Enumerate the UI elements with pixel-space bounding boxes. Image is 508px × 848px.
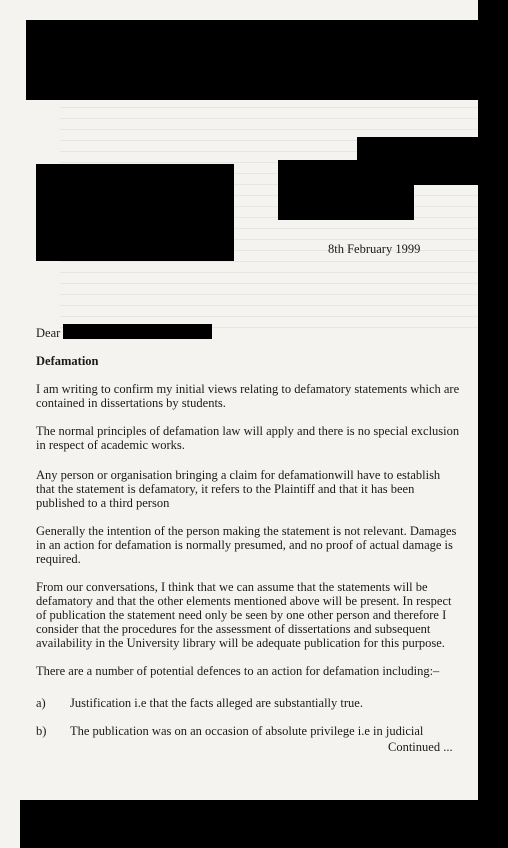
continued-note: Continued ...	[388, 740, 453, 754]
redacted-letterhead	[26, 20, 478, 100]
defence-a-text: Justification i.e that the facts alleged are substantially true.	[70, 696, 363, 710]
redacted-footer	[20, 800, 488, 848]
defence-b-marker: b)	[36, 724, 47, 738]
redacted-address	[36, 164, 234, 261]
letter-date: 8th February 1999	[328, 242, 421, 256]
paragraph-5: From our conversations, I think that we can assume that the statements will be defamatory and that the other elements mentioned above will be present. In respect of publication the statement need only be seen by one other person and therefore I consider that the procedures for the assessment of dissertations and subsequent availability in the University library will be adequate publication for this purpose.	[36, 580, 452, 650]
paragraph-1: I am writing to confirm my initial views relating to defamatory statements which are contained in dissertations by students.	[36, 382, 460, 410]
defence-b-text: The publication was on an occasion of absolute privilege i.e in judicial	[70, 724, 424, 738]
paragraph-6: There are a number of potential defences to an action for defamation including:–	[36, 664, 440, 678]
paragraph-3: Any person or organisation bringing a claim for defamationwill have to establish that the statement is defamatory, it refers to the Plaintiff and that it has been published to a third person	[36, 468, 441, 510]
redacted-recipient-name	[63, 324, 212, 339]
salutation: Dear	[36, 326, 61, 340]
redacted-margin	[478, 0, 508, 848]
defence-a-marker: a)	[36, 696, 46, 710]
paragraph-4: Generally the intention of the person making the statement is not relevant. Damages in an action for defamation is normally presumed, and no proof of actual damage is required.	[36, 524, 457, 566]
redacted-reference-block	[278, 160, 414, 220]
letter-heading: Defamation	[36, 354, 99, 368]
paragraph-2: The normal principles of defamation law will apply and there is no special exclusion in respect of academic works.	[36, 424, 460, 452]
